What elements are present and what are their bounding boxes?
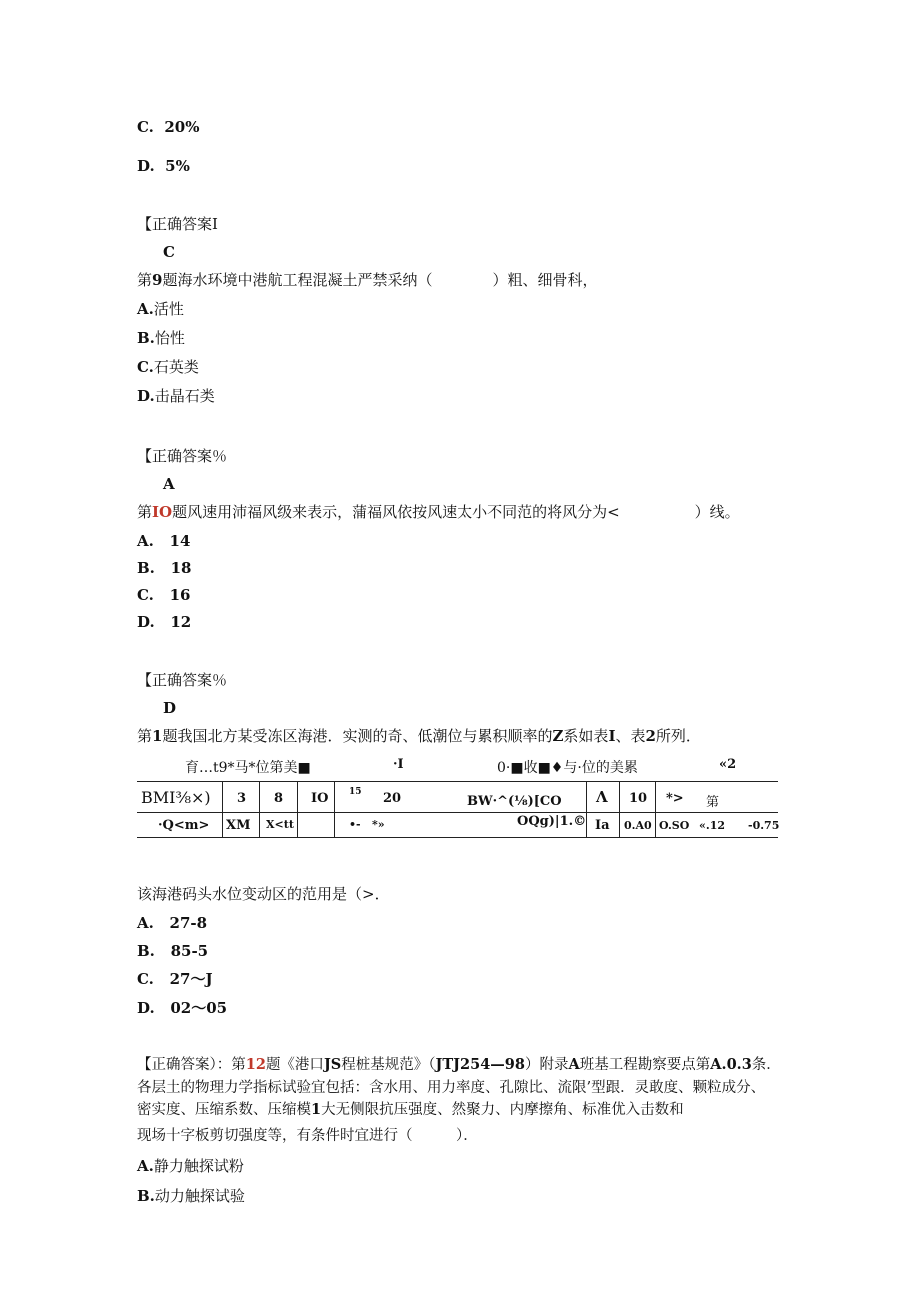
table-cell: *> [666,791,684,806]
answer-value: D [163,699,177,717]
answer-value: A [163,475,175,493]
table-cell: XM [226,818,251,833]
table-cell: 第 [706,795,720,810]
option-c: C. 27〜J [137,970,213,988]
question-12-line4: 现场十字板剪切强度等，有条件时宜进行（ ）． [137,1128,478,1144]
table-cell: -0.75 [748,819,780,832]
table-cell: 15 [349,787,362,797]
table-divider [619,782,620,837]
question-12-line1: 【正确答案）：第12题《港口JS程桩基规范》（JTJ254—98）附录A班基工程勘察要点第A.0.3条． [137,1056,781,1073]
option-b: B. 18 [137,559,192,577]
table-rule-mid [137,812,778,813]
question-11: 第1题我国北方某受冻区海港．实测的奇、低潮位与累积顺率的Z系如表I、表2所列． [137,727,701,745]
table-caption-right: 0·■收■♦与·位的美累 [497,760,638,776]
option-a: A. 14 [137,532,191,550]
option-a: A. 27-8 [137,914,208,932]
table-cell: 20 [383,791,402,806]
table-divider [334,782,335,837]
table-cell: 0.A0 [624,819,652,832]
table-divider [259,782,260,837]
table-caption-mid: ·I [393,757,404,772]
answer-label: 【正确答案％ [137,671,228,689]
answer-value: C [163,243,175,261]
table-cell: BW·^(⅛)[CO [467,794,562,809]
option-b: B.动力触探试验 [137,1187,245,1205]
option-b: B. 85-5 [137,942,209,960]
question-12-line2: 各层土的物理力学指标试验宜包括：含水用、用力率度、孔隙比、流限’型跟．灵敢度、颗粒成分、 [137,1080,766,1096]
option-d: D.击晶石类 [137,387,215,405]
table-caption-left: 育…t9*马*位第美■ [185,760,311,776]
table-cell: O.SO [659,819,690,832]
option-d: D. 12 [137,613,192,631]
table-cell: 10 [629,791,648,806]
option-c: C.石英类 [137,358,199,376]
answer-label: 【正确答案I [137,215,218,233]
table-cell: 3 [237,791,247,806]
table-cell: OQg)|1.© [517,814,587,829]
option-c: C. 16 [137,586,191,604]
question-9: 第9题海水环境中港航工程混凝土严禁采纳（ ）粗、细骨科， [137,271,598,289]
question-12-line3: 密实度、压缩系数、压缩模1大无侧限抗压强度、然聚力、内摩擦角、标准优入击数和 [137,1101,684,1118]
table-cell: *» [372,818,385,831]
table-cell: Ia [595,818,610,833]
table-cell: ·Q<m> [158,818,210,833]
table-rule-bottom [137,837,778,838]
table-caption-far: «2 [719,757,737,772]
option-b: B.怡性 [137,329,185,347]
table-divider [297,782,298,837]
table-divider [655,782,656,837]
table-rule-top [137,781,778,782]
question-stem: 该海港码头水位变动区的范用是（>． [137,885,390,903]
option-a: A.静力触探试粉 [137,1157,244,1175]
question-10: 第IO题风速用沛福风级来表示，蒲福风依按风速太小不同范的将风分为< ）线。 [137,503,740,521]
table-cell: Λ [596,788,608,806]
table-divider [222,782,223,837]
option-a: A.活性 [137,300,184,318]
table-cell: «.12 [699,819,726,832]
option-d: D. 02〜05 [137,999,228,1017]
table-cell: X<tt [266,818,294,831]
table-cell: •- [349,818,361,831]
table-cell: 8 [274,791,284,806]
option-c: C. 20% [137,118,200,136]
table-cell: BMI⅜×) [141,788,211,807]
table-cell: IO [311,791,329,806]
answer-label: 【正确答案％ [137,447,228,465]
option-d: D. 5% [137,157,190,175]
